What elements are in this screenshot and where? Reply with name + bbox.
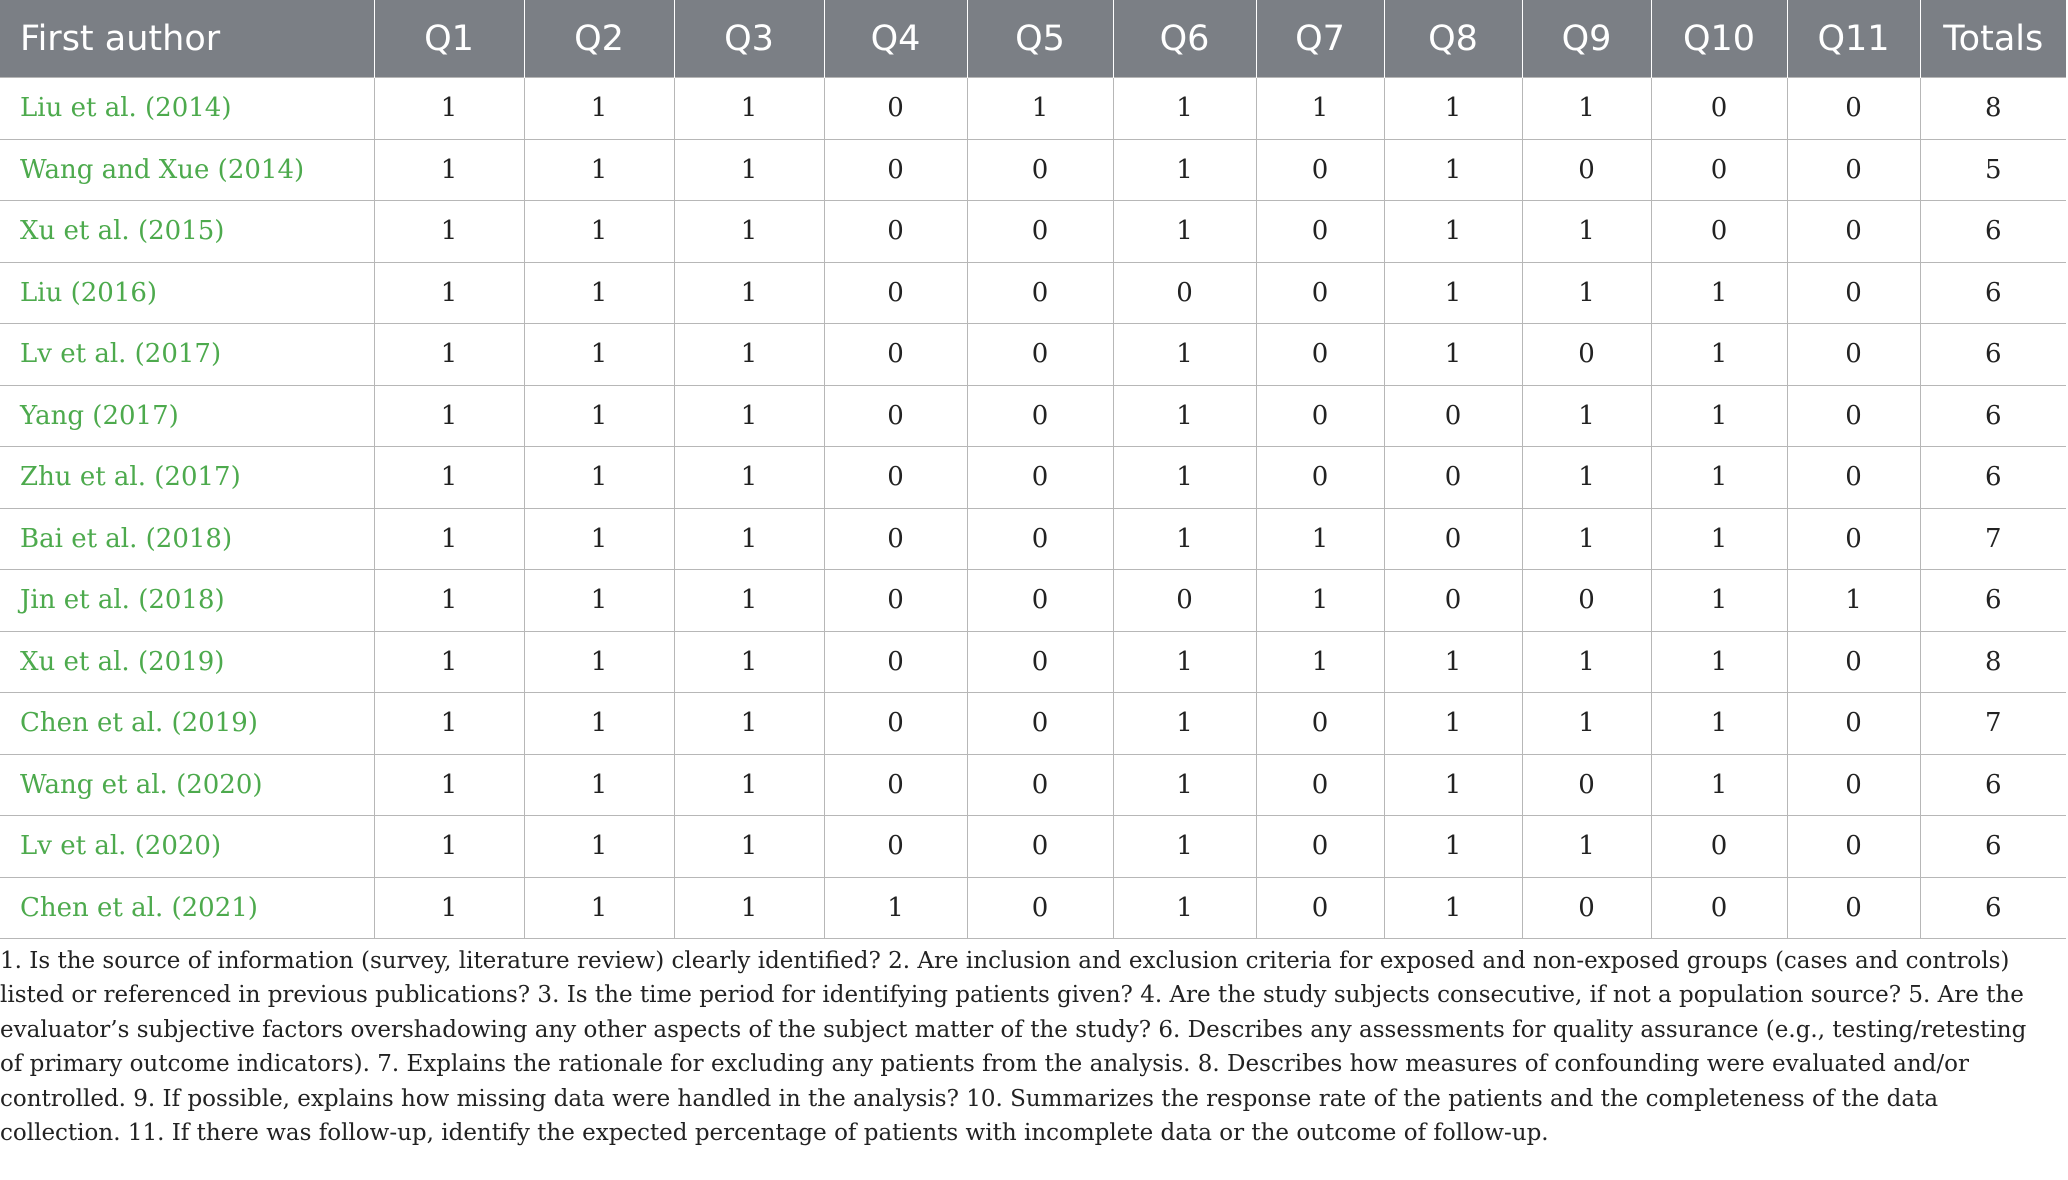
score-cell: 1 <box>1384 754 1522 816</box>
score-cell: 0 <box>1651 877 1787 939</box>
score-cell: 0 <box>1787 78 1920 140</box>
score-cell: 1 <box>1113 139 1256 201</box>
score-cell: 1 <box>1384 631 1522 693</box>
author-cell: Lv et al. (2020) <box>0 816 374 878</box>
score-cell: 1 <box>374 570 524 632</box>
score-cell: 0 <box>1787 754 1920 816</box>
score-cell: 1 <box>524 324 674 386</box>
score-cell: 1 <box>524 816 674 878</box>
score-cell: 0 <box>1256 139 1384 201</box>
score-cell: 0 <box>1256 877 1384 939</box>
total-cell: 7 <box>1920 508 2066 570</box>
score-cell: 1 <box>524 631 674 693</box>
author-cell: Wang and Xue (2014) <box>0 139 374 201</box>
score-cell: 0 <box>1256 201 1384 263</box>
column-header-q3: Q3 <box>674 0 824 78</box>
total-cell: 8 <box>1920 78 2066 140</box>
score-cell: 1 <box>1651 262 1787 324</box>
score-cell: 0 <box>1113 570 1256 632</box>
table-row <box>0 78 2066 140</box>
score-cell: 0 <box>1651 78 1787 140</box>
score-cell: 1 <box>374 324 524 386</box>
score-cell: 0 <box>1256 262 1384 324</box>
total-cell: 6 <box>1920 262 2066 324</box>
score-cell: 1 <box>1113 693 1256 755</box>
author-cell: Bai et al. (2018) <box>0 508 374 570</box>
score-cell: 1 <box>674 447 824 509</box>
score-cell: 0 <box>824 262 967 324</box>
score-cell: 0 <box>1256 816 1384 878</box>
score-cell: 1 <box>1522 447 1651 509</box>
score-cell: 1 <box>1113 631 1256 693</box>
score-cell: 1 <box>1256 78 1384 140</box>
column-header-q2: Q2 <box>524 0 674 78</box>
score-cell: 1 <box>1113 877 1256 939</box>
table-row <box>0 816 2066 878</box>
score-cell: 0 <box>1522 139 1651 201</box>
score-cell: 1 <box>824 877 967 939</box>
score-cell: 0 <box>1522 877 1651 939</box>
score-cell: 1 <box>1522 508 1651 570</box>
score-cell: 0 <box>967 877 1113 939</box>
score-cell: 0 <box>824 570 967 632</box>
score-cell: 1 <box>674 262 824 324</box>
total-cell: 8 <box>1920 631 2066 693</box>
score-cell: 1 <box>374 877 524 939</box>
total-cell: 6 <box>1920 447 2066 509</box>
score-cell: 1 <box>524 78 674 140</box>
score-cell: 1 <box>374 816 524 878</box>
score-cell: 1 <box>1256 631 1384 693</box>
score-cell: 1 <box>1384 262 1522 324</box>
score-cell: 0 <box>1787 324 1920 386</box>
author-cell: Chen et al. (2019) <box>0 693 374 755</box>
score-cell: 1 <box>374 78 524 140</box>
score-cell: 1 <box>524 201 674 263</box>
score-cell: 0 <box>1787 385 1920 447</box>
score-cell: 0 <box>1256 385 1384 447</box>
total-cell: 6 <box>1920 201 2066 263</box>
score-cell: 1 <box>674 139 824 201</box>
score-cell: 1 <box>524 877 674 939</box>
score-cell: 0 <box>1256 754 1384 816</box>
table-row <box>0 139 2066 201</box>
score-cell: 0 <box>967 385 1113 447</box>
score-cell: 1 <box>1384 139 1522 201</box>
author-cell: Chen et al. (2021) <box>0 877 374 939</box>
total-cell: 5 <box>1920 139 2066 201</box>
score-cell: 1 <box>374 139 524 201</box>
score-cell: 1 <box>1522 385 1651 447</box>
score-cell: 0 <box>967 693 1113 755</box>
score-cell: 0 <box>1522 570 1651 632</box>
score-cell: 0 <box>1256 447 1384 509</box>
total-cell: 6 <box>1920 754 2066 816</box>
score-cell: 1 <box>374 754 524 816</box>
column-header-q6: Q6 <box>1113 0 1256 78</box>
table-row <box>0 201 2066 263</box>
score-cell: 0 <box>1787 139 1920 201</box>
score-cell: 1 <box>1256 570 1384 632</box>
score-cell: 1 <box>1651 754 1787 816</box>
score-cell: 1 <box>674 78 824 140</box>
score-cell: 0 <box>1522 754 1651 816</box>
column-header-first-author: First author <box>0 0 374 78</box>
score-cell: 1 <box>1113 816 1256 878</box>
score-cell: 0 <box>824 693 967 755</box>
score-cell: 0 <box>824 385 967 447</box>
score-cell: 0 <box>1113 262 1256 324</box>
score-cell: 1 <box>1384 877 1522 939</box>
score-cell: 1 <box>674 324 824 386</box>
score-cell: 0 <box>1787 201 1920 263</box>
score-cell: 1 <box>524 508 674 570</box>
score-cell: 1 <box>674 385 824 447</box>
score-cell: 1 <box>674 201 824 263</box>
score-cell: 1 <box>1113 324 1256 386</box>
score-cell: 0 <box>1651 816 1787 878</box>
score-cell: 1 <box>1522 262 1651 324</box>
score-cell: 1 <box>1113 385 1256 447</box>
score-cell: 1 <box>524 385 674 447</box>
table-row <box>0 385 2066 447</box>
score-cell: 1 <box>1651 508 1787 570</box>
score-cell: 1 <box>374 693 524 755</box>
column-header-q4: Q4 <box>824 0 967 78</box>
score-cell: 0 <box>824 816 967 878</box>
table-row <box>0 508 2066 570</box>
score-cell: 1 <box>374 201 524 263</box>
column-header-q11: Q11 <box>1787 0 1920 78</box>
score-cell: 1 <box>1651 570 1787 632</box>
score-cell: 1 <box>1651 631 1787 693</box>
score-cell: 1 <box>1384 816 1522 878</box>
score-cell: 1 <box>674 508 824 570</box>
score-cell: 1 <box>1113 447 1256 509</box>
score-cell: 0 <box>824 201 967 263</box>
table-row <box>0 877 2066 939</box>
score-cell: 0 <box>824 754 967 816</box>
score-cell: 1 <box>524 570 674 632</box>
column-header-totals: Totals <box>1920 0 2066 78</box>
score-cell: 0 <box>967 324 1113 386</box>
total-cell: 6 <box>1920 816 2066 878</box>
score-cell: 1 <box>967 78 1113 140</box>
score-cell: 0 <box>1787 508 1920 570</box>
score-cell: 0 <box>1384 508 1522 570</box>
author-cell: Yang (2017) <box>0 385 374 447</box>
score-cell: 1 <box>374 631 524 693</box>
score-cell: 0 <box>1256 693 1384 755</box>
score-cell: 0 <box>824 631 967 693</box>
score-cell: 1 <box>374 447 524 509</box>
score-cell: 0 <box>1787 631 1920 693</box>
table-footnote: 1. Is the source of information (survey, literature review) clearly identified? 2. Are inclusion and exclusion criteria for exposed and non-exposed groups (cases and controls) listed or referenced in previous publications? 3. Is the time period for identifying patients given? 4. Are the study subjects consecutive, if not a population source? 5. Are the evaluator’s subjective factors overshadowing any other aspects of the subject matter of the study? 6. Describes any assessments for quality assurance (e.g., testing/retesting of primary outcome indicators). 7. Explains the rationale for excluding any patients from the analysis. 8. Describes how measures of confounding were evaluated and/or controlled. 9. If possible, explains how missing data were handled in the analysis? 10. Summarizes the response rate of the patients and the completeness of the data collection. 11. If there was follow-up, identify the expected percentage of patients with incomplete data or the outcome of follow-up. <box>0 948 2027 1147</box>
score-cell: 0 <box>1256 324 1384 386</box>
score-cell: 1 <box>1384 201 1522 263</box>
column-header-q9: Q9 <box>1522 0 1651 78</box>
score-cell: 1 <box>1384 324 1522 386</box>
score-cell: 1 <box>1651 693 1787 755</box>
score-cell: 1 <box>524 693 674 755</box>
score-cell: 0 <box>967 816 1113 878</box>
score-cell: 0 <box>1384 385 1522 447</box>
author-cell: Xu et al. (2015) <box>0 201 374 263</box>
score-cell: 0 <box>824 78 967 140</box>
score-cell: 1 <box>374 262 524 324</box>
column-header-q1: Q1 <box>374 0 524 78</box>
score-cell: 1 <box>1651 447 1787 509</box>
total-cell: 6 <box>1920 877 2066 939</box>
table-row <box>0 447 2066 509</box>
score-cell: 0 <box>967 754 1113 816</box>
author-cell: Lv et al. (2017) <box>0 324 374 386</box>
table-row <box>0 754 2066 816</box>
score-cell: 0 <box>1787 816 1920 878</box>
column-header-q8: Q8 <box>1384 0 1522 78</box>
score-cell: 0 <box>967 508 1113 570</box>
score-cell: 0 <box>1651 139 1787 201</box>
score-cell: 1 <box>674 631 824 693</box>
score-cell: 1 <box>1522 78 1651 140</box>
score-cell: 1 <box>1384 78 1522 140</box>
score-cell: 1 <box>1522 693 1651 755</box>
score-cell: 1 <box>524 754 674 816</box>
score-cell: 0 <box>967 262 1113 324</box>
score-cell: 1 <box>1256 508 1384 570</box>
score-cell: 1 <box>1113 201 1256 263</box>
author-cell: Wang et al. (2020) <box>0 754 374 816</box>
score-cell: 0 <box>967 631 1113 693</box>
score-cell: 1 <box>524 262 674 324</box>
score-cell: 1 <box>674 754 824 816</box>
score-cell: 1 <box>1113 78 1256 140</box>
score-cell: 0 <box>1787 262 1920 324</box>
total-cell: 6 <box>1920 570 2066 632</box>
score-cell: 0 <box>967 139 1113 201</box>
score-cell: 1 <box>674 570 824 632</box>
total-cell: 6 <box>1920 324 2066 386</box>
score-cell: 1 <box>1522 631 1651 693</box>
column-header-q10: Q10 <box>1651 0 1787 78</box>
header-row <box>0 0 2066 78</box>
table-body <box>0 78 2066 939</box>
column-header-q5: Q5 <box>967 0 1113 78</box>
author-cell: Xu et al. (2019) <box>0 631 374 693</box>
table-row <box>0 570 2066 632</box>
score-cell: 1 <box>1384 693 1522 755</box>
score-cell: 1 <box>374 385 524 447</box>
table-row <box>0 631 2066 693</box>
score-cell: 0 <box>967 570 1113 632</box>
score-cell: 1 <box>1113 754 1256 816</box>
score-cell: 0 <box>1522 324 1651 386</box>
score-cell: 1 <box>374 508 524 570</box>
table-row <box>0 262 2066 324</box>
score-cell: 1 <box>1113 508 1256 570</box>
score-cell: 0 <box>824 139 967 201</box>
score-cell: 0 <box>824 324 967 386</box>
score-cell: 0 <box>1384 447 1522 509</box>
score-cell: 1 <box>1651 324 1787 386</box>
table-row <box>0 693 2066 755</box>
total-cell: 6 <box>1920 385 2066 447</box>
score-cell: 0 <box>967 447 1113 509</box>
score-cell: 1 <box>1651 385 1787 447</box>
score-cell: 0 <box>824 508 967 570</box>
score-cell: 0 <box>824 447 967 509</box>
table-row <box>0 324 2066 386</box>
author-cell: Zhu et al. (2017) <box>0 447 374 509</box>
author-cell: Jin et al. (2018) <box>0 570 374 632</box>
score-cell: 0 <box>1787 693 1920 755</box>
score-cell: 1 <box>1522 201 1651 263</box>
score-cell: 1 <box>524 447 674 509</box>
score-cell: 1 <box>1787 570 1920 632</box>
score-cell: 0 <box>1787 447 1920 509</box>
column-header-q7: Q7 <box>1256 0 1384 78</box>
score-cell: 0 <box>967 201 1113 263</box>
score-cell: 1 <box>524 139 674 201</box>
score-cell: 1 <box>1522 816 1651 878</box>
score-cell: 1 <box>674 877 824 939</box>
author-cell: Liu et al. (2014) <box>0 78 374 140</box>
score-cell: 0 <box>1651 201 1787 263</box>
score-cell: 0 <box>1787 877 1920 939</box>
score-cell: 0 <box>1384 570 1522 632</box>
score-cell: 1 <box>674 693 824 755</box>
author-cell: Liu (2016) <box>0 262 374 324</box>
total-cell: 7 <box>1920 693 2066 755</box>
score-cell: 1 <box>674 816 824 878</box>
